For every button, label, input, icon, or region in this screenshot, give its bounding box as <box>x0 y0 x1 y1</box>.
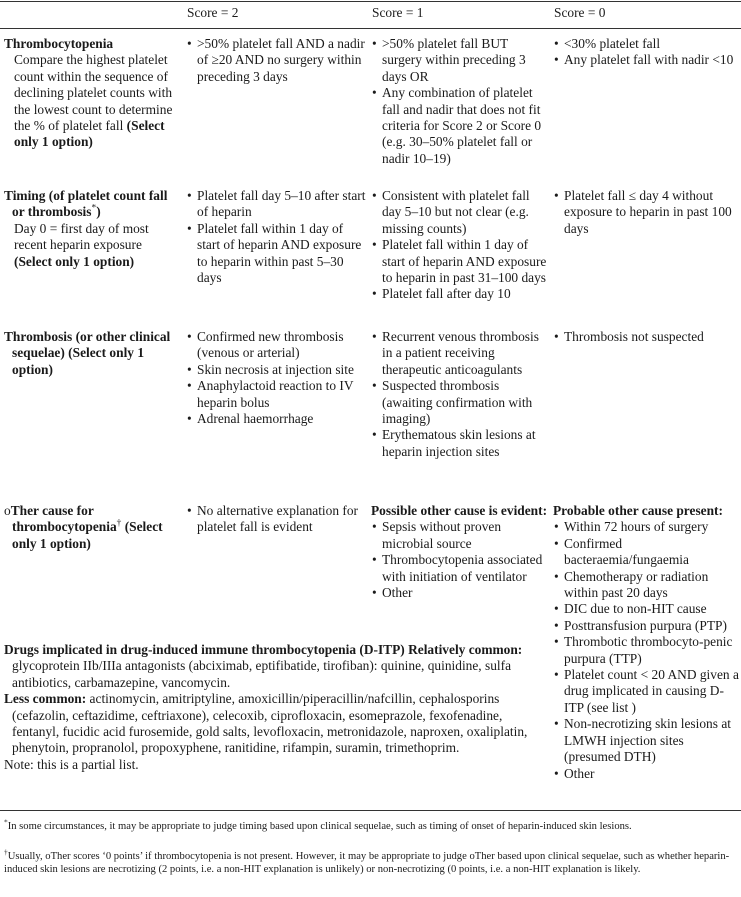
criterion-item: • Platelet fall within 1 day of start of heparin AND exposure to heparin within past 5–30 days <box>186 221 368 287</box>
row-other-cause-score-1 <box>371 503 549 601</box>
criterion-item: • >50% platelet fall BUT surgery within preceding 3 days OR <box>371 36 549 85</box>
bottom-rule <box>0 810 741 811</box>
criterion-list <box>553 519 739 782</box>
row-thrombocytopenia-score-1 <box>371 36 549 167</box>
drug-list-common: Drugs implicated in drug-induced immune thrombocytopenia (D-ITP) Relatively common: glycoprotein IIb/IIIa antagonists (abciximab, eptifibatide, tirofiban): quinine, quinidine, sulfa antibiotics, carbamazepine, vancomycin. <box>4 642 523 690</box>
criterion-item: • Sepsis without proven microbial source <box>371 519 549 552</box>
criterion-item: • Any combination of platelet fall and nadir that does not fit criteria for Score 2 or Score 0 (e.g. 30–50% platelet fall or nadir 10–19) <box>371 85 549 167</box>
row-title: Thrombosis (or other clinical sequelae) (Select only 1 option) <box>4 329 171 377</box>
criterion-item: • Thrombocytopenia associated with initiation of ventilator <box>371 552 549 585</box>
criterion-item: • No alternative explanation for platelet fall is evident <box>186 503 368 536</box>
criterion-item: • >50% platelet fall AND a nadir of ≥20 AND no surgery within preceding 3 days <box>186 36 368 85</box>
criterion-item: • DIC due to non-HIT cause <box>553 601 739 617</box>
header-score-0: Score = 0 <box>554 5 606 20</box>
criterion-item: • Adrenal haemorrhage <box>186 411 368 427</box>
criterion-item: • Thrombotic thrombocyto-penic purpura (TTP) <box>553 634 739 667</box>
criterion-item: • Consistent with platelet fall day 5–10 but not clear (e.g. missing counts) <box>371 188 549 237</box>
row-thrombosis-label <box>4 329 180 378</box>
header-score-1: Score = 1 <box>372 5 424 20</box>
criterion-item: • Other <box>371 585 549 601</box>
header-score-2: Score = 2 <box>187 5 239 20</box>
row-description: Compare the highest platelet count within the sequence of declining platelet counts with the lowest count to determine the % of platelet fall (Select only 1 option) <box>14 52 173 150</box>
row-thrombosis-score-1 <box>371 329 549 460</box>
top-rule <box>0 1 741 2</box>
criterion-item: • Platelet fall after day 10 <box>371 286 549 302</box>
criterion-heading: Probable other cause present: <box>553 503 723 518</box>
row-title: Timing (of platelet count fall or thrombosis*) <box>4 188 168 220</box>
criterion-item: • Other <box>553 766 739 782</box>
drug-list-less-common: Less common: actinomycin, amitriptyline, amoxicillin/piperacillin/nafcillin, cephalosporins (cefazolin, ceftazidime, ceftriaxone), celecoxib, ciprofloxacin, esomeprazole, fexofenadine, fentanyl, fucidic acid furosemide, gold salts, levofloxacin, metronidazole, naproxen, oxaliplatin, phenytoin, propranolol, propoxyphene, ranitidine, rifampin, suramin, trimethoprim. <box>4 691 528 756</box>
criterion-item: • Any platelet fall with nadir <10 <box>553 52 739 68</box>
row-timing-label <box>4 188 180 270</box>
criterion-item: • <30% platelet fall <box>553 36 739 52</box>
criterion-item: • Posttransfusion purpura (PTP) <box>553 618 739 634</box>
criterion-item: • Confirmed new thrombosis (venous or arterial) <box>186 329 368 362</box>
row-thrombosis-score-0 <box>553 329 739 345</box>
criterion-list <box>371 519 549 601</box>
row-thrombocytopenia-label <box>4 36 180 151</box>
footnote-timing: *In some circumstances, it may be appropriate to judge timing based upon clinical sequelae, such as timing of onset of heparin-induced skin lesions. <box>4 817 632 832</box>
criterion-item: • Platelet fall ≤ day 4 without exposure to heparin in past 100 days <box>553 188 739 237</box>
row-other-cause-label <box>4 503 180 552</box>
row-timing-score-0 <box>553 188 739 237</box>
row-thrombocytopenia-score-0 <box>553 36 739 69</box>
drug-list-section <box>4 642 549 773</box>
row-title: Thrombocytopenia <box>4 36 114 51</box>
row-other-cause-score-0 <box>553 503 739 782</box>
criterion-item: • Platelet count < 20 AND given a drug implicated in causing D-ITP (see list ) <box>553 667 739 716</box>
footnote-other-cause: †Usually, oTher scores ‘0 points’ if thrombocytopenia is not present. However, it may be appropriate to judge oTher based upon clinical sequelae, such as whether heparin-induced skin lesions are necrotizing (2 points, i.e. a non-HIT explanation is unlikely) or non-necrotizing (0 points, i.e. a non-HIT explanation is likely. <box>4 847 730 876</box>
row-title: oTher cause for thrombocytopenia† (Select only 1 option) <box>4 503 163 551</box>
row-thrombosis-score-2 <box>186 329 368 427</box>
criterion-item: • Anaphylactoid reaction to IV heparin bolus <box>186 378 368 411</box>
criterion-item: • Skin necrosis at injection site <box>186 362 368 378</box>
header-rule <box>0 28 741 29</box>
row-timing-score-1 <box>371 188 549 303</box>
row-description: Day 0 = first day of most recent heparin exposure (Select only 1 option) <box>14 220 149 269</box>
criterion-item: • Platelet fall within 1 day of start of heparin AND exposure to heparin in past 31–100 days <box>371 237 549 286</box>
criterion-item: • Within 72 hours of surgery <box>553 519 739 535</box>
criterion-item: • Confirmed bacteraemia/fungaemia <box>553 536 739 569</box>
criterion-item: • Suspected thrombosis (awaiting confirmation with imaging) <box>371 378 549 427</box>
criterion-item: • Recurrent venous thrombosis in a patient receiving therapeutic anticoagulants <box>371 329 549 378</box>
row-thrombocytopenia-score-2 <box>186 36 368 85</box>
drug-list-note: Note: this is a partial list. <box>4 756 139 772</box>
criterion-item: • Erythematous skin lesions at heparin injection sites <box>371 427 549 460</box>
criterion-item: • Platelet fall day 5–10 after start of heparin <box>186 188 368 221</box>
criterion-item: • Non-necrotizing skin lesions at LMWH injection sites (presumed DTH) <box>553 716 739 765</box>
criterion-item: • Chemotherapy or radiation within past 20 days <box>553 569 739 602</box>
criterion-item: • Thrombosis not suspected <box>553 329 739 345</box>
row-timing-score-2 <box>186 188 368 286</box>
criterion-heading: Possible other cause is evident: <box>371 503 548 518</box>
row-other-cause-score-2 <box>186 503 368 536</box>
